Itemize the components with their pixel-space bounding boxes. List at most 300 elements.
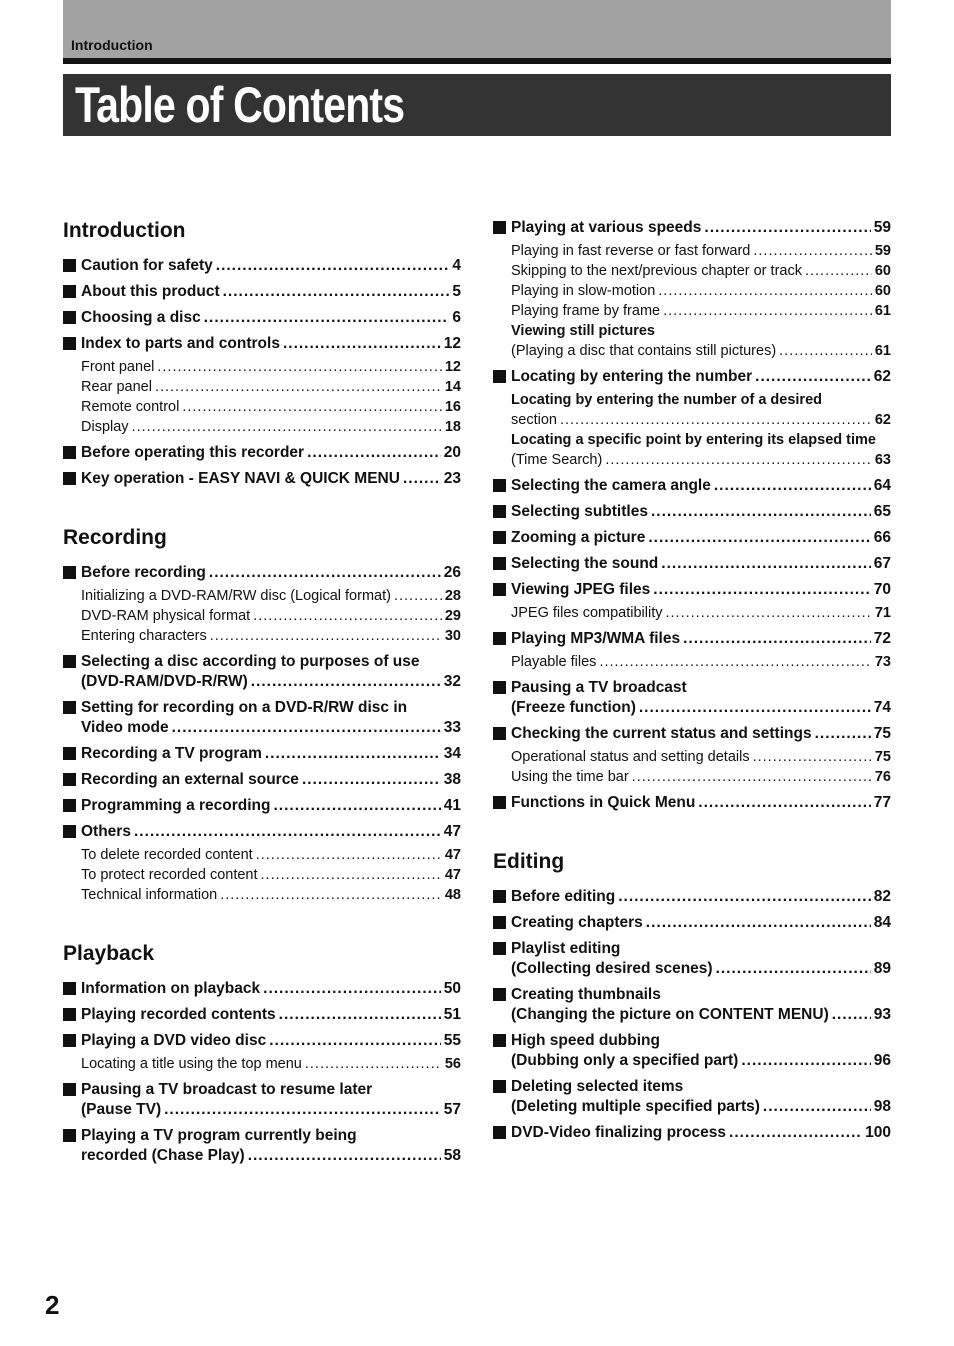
toc-subentry-row[interactable] xyxy=(81,377,461,397)
toc-subentry[interactable] xyxy=(511,301,891,321)
entry-title: (DVD-RAM/DVD-R/RW) xyxy=(81,673,248,690)
page-number-ref: 57 xyxy=(443,1101,461,1118)
toc-entry[interactable] xyxy=(63,822,461,905)
dot-leader xyxy=(618,887,871,907)
page-number-ref: 61 xyxy=(874,303,891,319)
dot-leader xyxy=(646,913,871,933)
page-number-ref: 26 xyxy=(443,564,461,581)
toc-subentry[interactable] xyxy=(511,321,891,361)
entry-title: Before editing xyxy=(511,888,616,905)
bullet-square-icon xyxy=(63,1008,76,1021)
page-number-ref: 56 xyxy=(444,1056,461,1072)
toc-subentries xyxy=(81,586,461,646)
page-number-ref: 55 xyxy=(443,1032,461,1049)
dot-leader xyxy=(302,770,441,790)
page-number-ref: 59 xyxy=(874,243,891,259)
entry-title: Caution for safety xyxy=(81,257,213,274)
entry-title: Playing recorded contents xyxy=(81,1006,276,1023)
toc-subentries xyxy=(81,357,461,437)
toc-subentry-row[interactable] xyxy=(81,626,461,646)
bullet-square-icon xyxy=(63,1129,76,1142)
page-number-ref: 47 xyxy=(443,823,461,840)
dot-leader xyxy=(651,502,871,522)
dot-leader xyxy=(164,1100,441,1120)
entry-title: Key operation - EASY NAVI & QUICK MENU xyxy=(81,470,400,487)
toc-entry[interactable] xyxy=(493,887,891,907)
toc-entry[interactable] xyxy=(63,796,461,816)
toc-subentry[interactable] xyxy=(81,377,461,397)
toc-entry[interactable] xyxy=(493,502,891,522)
toc-subentry[interactable] xyxy=(81,626,461,646)
page-title: Table of Contents xyxy=(75,77,405,133)
bullet-square-icon xyxy=(493,1080,506,1093)
toc-subentry[interactable] xyxy=(81,397,461,417)
toc-subentry[interactable] xyxy=(511,767,891,787)
page-number-ref: 51 xyxy=(443,1006,461,1023)
toc-subentries xyxy=(511,241,891,361)
toc-entry[interactable] xyxy=(493,1031,891,1071)
entry-title: Playing at various speeds xyxy=(511,219,702,236)
toc-entry-row[interactable] xyxy=(511,1005,891,1025)
page-number-ref: 30 xyxy=(444,628,461,644)
entry-title: Rear panel xyxy=(81,379,152,395)
toc-entry-row[interactable] xyxy=(511,1097,891,1117)
toc-entry-row[interactable] xyxy=(81,282,461,302)
dot-leader xyxy=(210,626,442,646)
toc-entry[interactable] xyxy=(63,652,461,692)
toc-subentry-row[interactable] xyxy=(81,357,461,377)
toc-entry[interactable] xyxy=(493,985,891,1025)
toc-entry-row[interactable] xyxy=(511,1123,891,1143)
toc-entry-row[interactable] xyxy=(81,1100,461,1120)
entry-title: Functions in Quick Menu xyxy=(511,794,696,811)
toc-subentry[interactable] xyxy=(81,606,461,626)
toc-section xyxy=(493,849,891,1143)
entry-title: Recording a TV program xyxy=(81,745,262,762)
toc-entry-row[interactable] xyxy=(511,913,891,933)
toc-entry[interactable] xyxy=(493,218,891,361)
toc-entry[interactable] xyxy=(63,308,461,328)
dot-leader xyxy=(805,261,872,281)
toc-entry[interactable] xyxy=(63,282,461,302)
entry-title: Others xyxy=(81,823,131,840)
toc-entry-row[interactable] xyxy=(511,554,891,574)
toc-left-column xyxy=(63,218,461,1202)
toc-subentry-row[interactable] xyxy=(81,606,461,626)
entry-title: Remote control xyxy=(81,399,180,415)
toc-subentry[interactable] xyxy=(81,417,461,437)
toc-entry[interactable] xyxy=(63,698,461,738)
dot-leader xyxy=(648,528,870,548)
entry-title: (Pause TV) xyxy=(81,1101,162,1118)
toc-entry-row[interactable] xyxy=(81,822,461,842)
toc-entry-row[interactable] xyxy=(81,744,461,764)
bullet-square-icon xyxy=(63,337,76,350)
entry-title: Playable files xyxy=(511,654,597,670)
toc-subentry[interactable] xyxy=(511,390,891,430)
toc-entry[interactable] xyxy=(493,476,891,496)
entry-title: (Dubbing only a specified part) xyxy=(511,1052,739,1069)
section-heading: Playback xyxy=(63,942,155,965)
toc-entry[interactable] xyxy=(63,256,461,276)
toc-entry-row[interactable] xyxy=(81,334,461,354)
entry-title: Selecting the camera angle xyxy=(511,477,711,494)
entry-title: Display xyxy=(81,419,129,435)
dot-leader xyxy=(261,865,442,885)
toc-subentry[interactable] xyxy=(81,865,461,885)
dot-leader xyxy=(832,1005,871,1025)
toc-subentry-row[interactable] xyxy=(511,767,891,787)
dot-leader xyxy=(216,256,450,276)
section-heading: Editing xyxy=(493,850,565,873)
toc-subentry[interactable] xyxy=(511,281,891,301)
toc-subentry-row[interactable] xyxy=(511,241,891,261)
toc-entry[interactable] xyxy=(63,979,461,999)
entry-title: Video mode xyxy=(81,719,169,736)
entry-title: Playing in fast reverse or fast forward xyxy=(511,243,751,259)
toc-subentries xyxy=(511,603,891,623)
toc-entry-row[interactable] xyxy=(81,770,461,790)
dot-leader xyxy=(182,397,442,417)
entry-title: (Changing the picture on CONTENT MENU) xyxy=(511,1006,829,1023)
toc-entry-row[interactable] xyxy=(81,469,461,489)
page-number-ref: 38 xyxy=(443,771,461,788)
header-bar xyxy=(63,0,891,58)
dot-leader xyxy=(714,476,871,496)
dot-leader xyxy=(223,282,450,302)
page-number-ref: 16 xyxy=(444,399,461,415)
toc-subentries xyxy=(81,1054,461,1074)
toc-subentry-row[interactable] xyxy=(511,603,891,623)
page-number-ref: 47 xyxy=(444,847,461,863)
page-number-ref: 66 xyxy=(873,529,891,546)
toc-entry[interactable] xyxy=(493,528,891,548)
toc-entry-row[interactable] xyxy=(81,718,461,738)
entry-title: Front panel xyxy=(81,359,155,375)
bullet-square-icon xyxy=(493,681,506,694)
entry-title: To protect recorded content xyxy=(81,867,258,883)
dot-leader xyxy=(256,845,442,865)
toc-entry[interactable] xyxy=(493,1077,891,1117)
toc-subentry-row[interactable] xyxy=(81,397,461,417)
toc-entry-row[interactable] xyxy=(81,443,461,463)
toc-entry-row[interactable] xyxy=(81,1146,461,1166)
page-number-ref: 75 xyxy=(874,749,891,765)
page-number-ref: 61 xyxy=(874,343,891,359)
toc-entry-row[interactable] xyxy=(511,580,891,600)
toc-subentry-row[interactable] xyxy=(511,341,891,361)
entry-title: (Time Search) xyxy=(511,452,603,468)
page-number-ref: 82 xyxy=(873,888,891,905)
toc-entry[interactable] xyxy=(63,744,461,764)
toc-subentry-row[interactable] xyxy=(511,410,891,430)
dot-leader xyxy=(134,822,441,842)
page-number-ref: 14 xyxy=(444,379,461,395)
bullet-square-icon xyxy=(63,566,76,579)
toc-entry[interactable] xyxy=(493,554,891,574)
bullet-square-icon xyxy=(63,1034,76,1047)
toc-subentry[interactable] xyxy=(81,885,461,905)
toc-subentry[interactable] xyxy=(81,586,461,606)
bullet-square-icon xyxy=(63,701,76,714)
page-number-ref: 50 xyxy=(443,980,461,997)
toc-entry-row[interactable] xyxy=(511,887,891,907)
bullet-square-icon xyxy=(493,890,506,903)
dot-leader xyxy=(265,744,441,764)
toc-subentry-row[interactable] xyxy=(81,586,461,606)
toc-subentries xyxy=(511,390,891,470)
entry-title: About this product xyxy=(81,283,220,300)
dot-leader xyxy=(560,410,872,430)
toc-subentry[interactable] xyxy=(511,261,891,281)
dot-leader xyxy=(779,341,872,361)
toc-subentry[interactable] xyxy=(81,845,461,865)
toc-entry-row[interactable] xyxy=(511,629,891,649)
entry-title: DVD-RAM physical format xyxy=(81,608,251,624)
page-number-ref: 93 xyxy=(873,1006,891,1023)
toc-subentry-row[interactable] xyxy=(81,885,461,905)
toc-subentry[interactable] xyxy=(511,747,891,767)
toc-subentry-row[interactable] xyxy=(81,1054,461,1074)
toc-entry[interactable] xyxy=(63,1005,461,1025)
section-label: Introduction xyxy=(71,37,153,53)
toc-entry-row[interactable] xyxy=(81,308,461,328)
toc-entry-row[interactable] xyxy=(81,979,461,999)
toc-subentry-row[interactable] xyxy=(511,261,891,281)
toc-subentry-row[interactable] xyxy=(81,865,461,885)
toc-entry-row[interactable] xyxy=(511,502,891,522)
page-number-ref: 18 xyxy=(444,419,461,435)
dot-leader xyxy=(755,367,871,387)
dot-leader xyxy=(698,793,870,813)
toc-subentry-row[interactable] xyxy=(511,747,891,767)
subentry-title-line: Locating a specific point by entering its elapsed time xyxy=(511,432,876,448)
toc-entry[interactable] xyxy=(493,724,891,787)
entry-title-line: Pausing a TV broadcast xyxy=(511,679,687,696)
toc-entry-row[interactable] xyxy=(81,563,461,583)
toc-entry[interactable] xyxy=(493,678,891,718)
bullet-square-icon xyxy=(493,557,506,570)
page-number-ref: 60 xyxy=(874,263,891,279)
bullet-square-icon xyxy=(493,531,506,544)
page-number-ref: 12 xyxy=(443,335,461,352)
toc-section xyxy=(63,218,461,489)
entry-title: Index to parts and controls xyxy=(81,335,280,352)
dot-leader xyxy=(729,1123,862,1143)
entry-title-line: Deleting selected items xyxy=(511,1078,684,1095)
bullet-square-icon xyxy=(63,285,76,298)
bullet-square-icon xyxy=(63,747,76,760)
toc-entry-row[interactable] xyxy=(511,698,891,718)
title-bar xyxy=(63,74,891,136)
dot-leader xyxy=(683,629,871,649)
toc-entry[interactable] xyxy=(493,580,891,623)
bullet-square-icon xyxy=(493,988,506,1001)
toc-entry[interactable] xyxy=(63,563,461,646)
toc-entry[interactable] xyxy=(63,1126,461,1166)
toc-subentries xyxy=(81,845,461,905)
toc-entry-row[interactable] xyxy=(81,796,461,816)
toc-entry[interactable] xyxy=(493,939,891,979)
dot-leader xyxy=(632,767,872,787)
page-number-ref: 74 xyxy=(873,699,891,716)
toc-entry[interactable] xyxy=(493,793,891,813)
page-number-ref: 76 xyxy=(874,769,891,785)
dot-leader xyxy=(204,308,450,328)
bullet-square-icon xyxy=(493,916,506,929)
toc-entry[interactable] xyxy=(493,913,891,933)
page-number-ref: 72 xyxy=(873,630,891,647)
page-number-ref: 62 xyxy=(874,412,891,428)
toc-subentries xyxy=(511,747,891,787)
dot-leader xyxy=(403,469,441,489)
toc-subentry[interactable] xyxy=(511,652,891,672)
toc-subentry-row[interactable] xyxy=(511,450,891,470)
toc-subentry[interactable] xyxy=(511,241,891,261)
toc-subentry-row[interactable] xyxy=(81,845,461,865)
page-number-ref: 41 xyxy=(443,797,461,814)
subentry-title-line: Locating by entering the number of a desired xyxy=(511,392,822,408)
toc-entry[interactable] xyxy=(63,334,461,437)
bullet-square-icon xyxy=(493,221,506,234)
page-number-ref: 63 xyxy=(874,452,891,468)
toc-entry[interactable] xyxy=(63,469,461,489)
entry-title: Programming a recording xyxy=(81,797,271,814)
toc-entry-row[interactable] xyxy=(81,1031,461,1051)
page-number-ref: 5 xyxy=(452,283,461,300)
page-number-ref: 60 xyxy=(874,283,891,299)
page-number-ref: 6 xyxy=(452,309,461,326)
toc-entry[interactable] xyxy=(63,1080,461,1120)
page-number-ref: 29 xyxy=(444,608,461,624)
toc-entry[interactable] xyxy=(63,1031,461,1074)
toc-entry-row[interactable] xyxy=(81,256,461,276)
entry-title-line: Selecting a disc according to purposes of use xyxy=(81,653,420,670)
entry-title: Locating a title using the top menu xyxy=(81,1056,302,1072)
toc-subentry[interactable] xyxy=(81,357,461,377)
page-number-ref: 62 xyxy=(873,368,891,385)
dot-leader xyxy=(220,885,442,905)
bullet-square-icon xyxy=(63,982,76,995)
toc-entry-row[interactable] xyxy=(511,793,891,813)
dot-leader xyxy=(663,301,872,321)
entry-title: Playing MP3/WMA files xyxy=(511,630,681,647)
toc-entry-row[interactable] xyxy=(511,367,891,387)
header-rule xyxy=(63,58,891,64)
toc-subentry[interactable] xyxy=(511,430,891,470)
page-number-ref: 77 xyxy=(873,794,891,811)
page-number-ref: 70 xyxy=(873,581,891,598)
page-number-ref: 47 xyxy=(444,867,461,883)
dot-leader xyxy=(763,1097,871,1117)
toc-entry[interactable] xyxy=(63,770,461,790)
toc-entry-row[interactable] xyxy=(511,959,891,979)
dot-leader xyxy=(279,1005,441,1025)
page-number-ref: 34 xyxy=(443,745,461,762)
toc-entry-row[interactable] xyxy=(511,218,891,238)
toc-entry[interactable] xyxy=(493,367,891,470)
dot-leader xyxy=(639,698,871,718)
bullet-square-icon xyxy=(493,479,506,492)
entry-title: Playing in slow-motion xyxy=(511,283,656,299)
toc-entry[interactable] xyxy=(493,1123,891,1143)
toc-entry-row[interactable] xyxy=(511,476,891,496)
dot-leader xyxy=(704,218,870,238)
toc-entry[interactable] xyxy=(63,443,461,463)
toc-subentry[interactable] xyxy=(81,1054,461,1074)
toc-subentry[interactable] xyxy=(511,603,891,623)
page-number-ref: 65 xyxy=(873,503,891,520)
toc-entry-row[interactable] xyxy=(511,528,891,548)
section-heading: Introduction xyxy=(63,219,186,242)
toc-entry-row[interactable] xyxy=(511,724,891,744)
page-number-ref: 28 xyxy=(444,588,461,604)
toc-subentry-row[interactable] xyxy=(511,281,891,301)
page-number-ref: 32 xyxy=(443,673,461,690)
bullet-square-icon xyxy=(63,1083,76,1096)
entry-title: Viewing JPEG files xyxy=(511,581,651,598)
toc-entry-row[interactable] xyxy=(81,1005,461,1025)
toc-subentry-row[interactable] xyxy=(511,301,891,321)
bullet-square-icon xyxy=(493,942,506,955)
dot-leader xyxy=(307,443,441,463)
entry-title: Selecting subtitles xyxy=(511,503,648,520)
dot-leader xyxy=(753,241,872,261)
toc-entry-row[interactable] xyxy=(511,1051,891,1071)
page-number-ref: 12 xyxy=(444,359,461,375)
entry-title: section xyxy=(511,412,557,428)
entry-title: (Playing a disc that contains still pictures) xyxy=(511,343,777,359)
dot-leader xyxy=(716,959,871,979)
dot-leader xyxy=(248,1146,441,1166)
bullet-square-icon xyxy=(493,1034,506,1047)
page-number-ref: 71 xyxy=(874,605,891,621)
dot-leader xyxy=(283,334,441,354)
dot-leader xyxy=(155,377,442,397)
bullet-square-icon xyxy=(63,773,76,786)
entry-title: recorded (Chase Play) xyxy=(81,1147,245,1164)
dot-leader xyxy=(666,603,872,623)
toc-subentry-row[interactable] xyxy=(511,652,891,672)
page-number-ref: 67 xyxy=(873,555,891,572)
dot-leader xyxy=(661,554,870,574)
page-number-ref: 75 xyxy=(873,725,891,742)
page-number-ref: 4 xyxy=(452,257,461,274)
entry-title-line: Creating thumbnails xyxy=(511,986,661,1003)
dot-leader xyxy=(273,796,440,816)
entry-title: Recording an external source xyxy=(81,771,299,788)
page-number-ref: 58 xyxy=(443,1147,461,1164)
page-number-ref: 100 xyxy=(865,1124,891,1141)
entry-title: Entering characters xyxy=(81,628,207,644)
bullet-square-icon xyxy=(63,311,76,324)
toc-entry[interactable] xyxy=(493,629,891,672)
dot-leader xyxy=(815,724,871,744)
entry-title: Information on playback xyxy=(81,980,261,997)
entry-title: Playing frame by frame xyxy=(511,303,661,319)
page-number-ref: 64 xyxy=(873,477,891,494)
entry-title: Before recording xyxy=(81,564,206,581)
toc-entry-row[interactable] xyxy=(81,672,461,692)
entry-title: DVD-Video finalizing process xyxy=(511,1124,727,1141)
entry-title: (Freeze function) xyxy=(511,699,636,716)
dot-leader xyxy=(305,1054,442,1074)
dot-leader xyxy=(263,979,441,999)
entry-title: Selecting the sound xyxy=(511,555,659,572)
page-number-ref: 84 xyxy=(873,914,891,931)
toc-subentry-row[interactable] xyxy=(81,417,461,437)
dot-leader xyxy=(741,1051,870,1071)
